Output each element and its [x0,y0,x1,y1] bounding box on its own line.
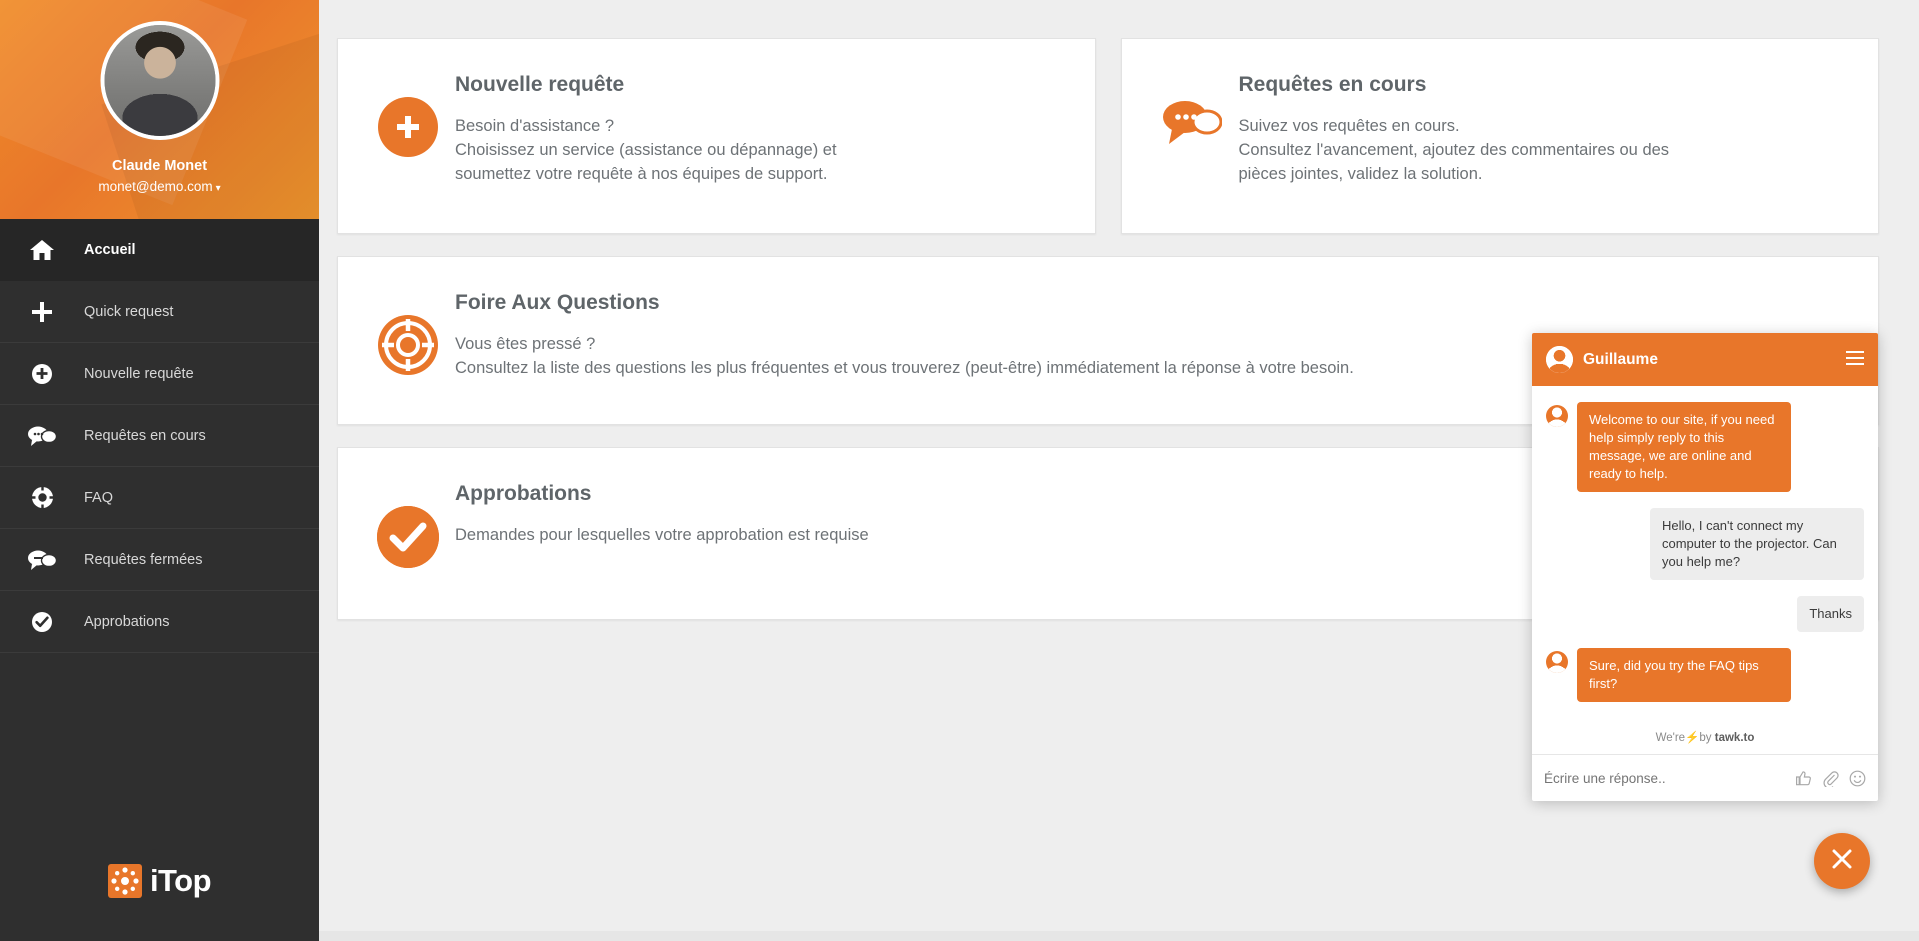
chat-message [1546,508,1864,580]
card-line: Consultez la liste des questions les plus fréquentes et vous trouverez (peut-être) immédiatement la réponse à votre besoin. [455,359,1354,377]
sidebar-item-label: Requêtes fermées [84,551,203,568]
bolt-icon: ⚡ [1685,732,1700,744]
sidebar-item-quick-request[interactable] [0,281,319,343]
cards-row-top [337,38,1879,234]
chat-header [1532,333,1878,386]
card-line: Besoin d'assistance ? [455,117,615,135]
chat-branding[interactable] [1532,722,1878,754]
card-line: Choisissez un service (assistance ou dépannage) et soumettez votre requête à nos équipes de support. [455,141,837,183]
sidebar-item-label: FAQ [84,489,114,506]
sidebar-item-label: Approbations [84,613,170,630]
plus-circle-icon [0,363,84,385]
sidebar-item-accueil[interactable] [0,219,319,281]
chat-bubble-user: Thanks [1797,596,1864,632]
chat-input[interactable] [1544,771,1785,786]
card-title: Nouvelle requête [455,73,625,96]
chat-bubble-user: Hello, I can't connect my computer to the projector. Can you help me? [1650,508,1864,580]
sidebar-item-label: Accueil [84,241,136,258]
chat-bubbles-icon [1160,97,1222,152]
lifebuoy-icon [0,486,84,509]
card-line: Consultez l'avancement, ajoutez des commentaires ou des pièces jointes, validez la solution. [1238,141,1670,183]
card-icon-wrap [360,476,455,568]
sidebar-item-label: Requêtes en cours [84,427,206,444]
sidebar-item-label: Nouvelle requête [84,365,194,382]
sidebar-item-requetes-en-cours[interactable] [0,405,319,467]
sidebar-item-approbations[interactable] [0,591,319,653]
emoji-icon[interactable] [1849,770,1866,787]
lifebuoy-icon [378,315,438,375]
card-requetes-en-cours[interactable] [1121,38,1880,234]
card-icon-wrap [360,67,455,157]
check-circle-icon [0,611,84,633]
card-line: Suivez vos requêtes en cours. [1238,117,1460,135]
chat-message [1546,402,1864,492]
chat-bubble-agent: Sure, did you try the FAQ tips first? [1577,648,1791,702]
user-photo-icon [104,25,215,136]
hamburger-icon[interactable] [1846,350,1864,369]
chat-close-button[interactable] [1814,833,1870,889]
profile-email[interactable] [0,179,319,194]
card-icon-wrap [1144,67,1239,152]
chat-bubble-agent: Welcome to our site, if you need help simply reply to this message, we are online and ready to help. [1577,402,1791,492]
chat-branding-middle: by [1699,732,1715,744]
chat-branding-prefix: We're [1655,732,1686,744]
plus-icon [0,300,84,324]
plus-circle-icon [378,97,438,157]
profile-name: Claude Monet [111,158,208,174]
profile-email-text: monet@demo.com [98,179,213,194]
agent-avatar [1546,651,1568,673]
check-circle-icon [377,506,439,568]
chat-branding-brand: tawk.to [1714,732,1755,744]
card-title: Foire Aux Questions [455,291,660,314]
card-body [455,67,1071,186]
sidebar-item-faq[interactable] [0,467,319,529]
card-title: Approbations [455,482,592,505]
chat-messages [1532,386,1878,722]
close-icon [1831,848,1853,875]
card-line: Vous êtes pressé ? [455,335,596,353]
avatar[interactable] [100,21,219,140]
thumbs-up-icon[interactable] [1795,770,1812,787]
chat-message [1546,648,1864,702]
sidebar-item-label: Quick request [84,303,174,320]
home-icon [0,238,84,262]
agent-avatar [1546,346,1573,373]
sidebar [0,0,319,941]
agent-avatar [1546,405,1568,427]
profile-header [0,0,319,219]
card-nouvelle-requete[interactable] [337,38,1096,234]
chat-input-row [1532,754,1878,801]
card-body [1239,67,1855,186]
app-logo-text: iTop [149,863,212,898]
chevron-down-icon: ▾ [215,183,221,194]
card-title: Requêtes en cours [1238,73,1427,96]
app-logo [0,863,319,899]
chat-agent-name: Guillaume [1583,350,1658,368]
card-line: Demandes pour lesquelles votre approbation est requise [455,526,869,544]
sidebar-nav [0,219,319,653]
card-icon-wrap [360,285,455,375]
paperclip-icon[interactable] [1822,770,1839,787]
chat-bubbles-closed-icon [0,549,84,571]
chat-bubbles-icon [0,425,84,447]
itop-logo-icon [108,864,142,898]
sidebar-item-requetes-fermees[interactable] [0,529,319,591]
chat-message [1546,596,1864,632]
page-bottom-strip [319,931,1919,941]
chat-widget [1532,333,1878,801]
sidebar-item-nouvelle-requete[interactable] [0,343,319,405]
